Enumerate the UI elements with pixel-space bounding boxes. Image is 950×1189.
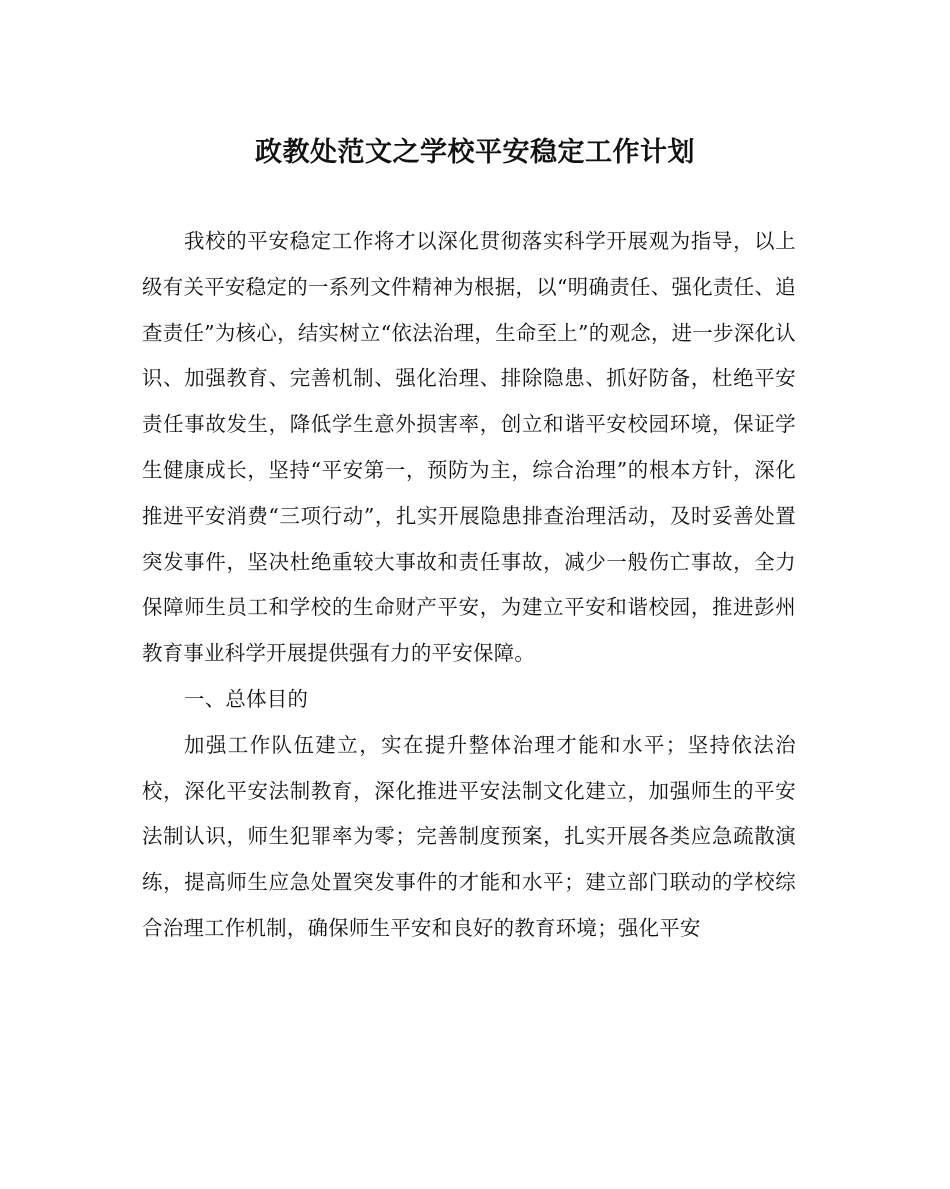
paragraph-overall-goal: 加强工作队伍建立，实在提升整体治理才能和水平；坚持依法治校，深化平安法制教育，深化推进平安法制文化建立，加强师生的平安法制认识，师生犯罪率为零；完善制度预案，扎实开展各类应急疏散演练，提高师生应急处置突发事件的才能和水平；建立部门联动的学校综合治理工作机制，确保师生平安和良好的教育环境；强化平安 (142, 732, 796, 940)
section-heading-overall-goal: 一、总体目的 (184, 686, 309, 711)
document-title: 政教处范文之学校平安稳定工作计划 (255, 137, 695, 168)
paragraph-intro: 我校的平安稳定工作将才以深化贯彻落实科学开展观为指导，以上级有关平安稳定的一系列文件精神为根据，以“明确责任、强化责任、追查责任”为核心，结实树立“依法治理，生命至上”的观念，进一步深化认识、加强教育、完善机制、强化治理、排除隐患、抓好防备，杜绝平安责任事故发生，降低学生意外损害率，创立和谐平安校园环境，保证学生健康成长，坚持“平安第一，预防为主，综合治理”的根本方针，深化推进平安消费“三项行动”，扎实开展隐患排查治理活动，及时妥善处置突发事件，坚决杜绝重较大事故和责任事故，减少一般伤亡事故，全力保障师生员工和学校的生命财产平安，为建立平安和谐校园，推进彭州教育事业科学开展提供强有力的平安保障。 (142, 229, 796, 666)
document-body (142, 219, 796, 952)
